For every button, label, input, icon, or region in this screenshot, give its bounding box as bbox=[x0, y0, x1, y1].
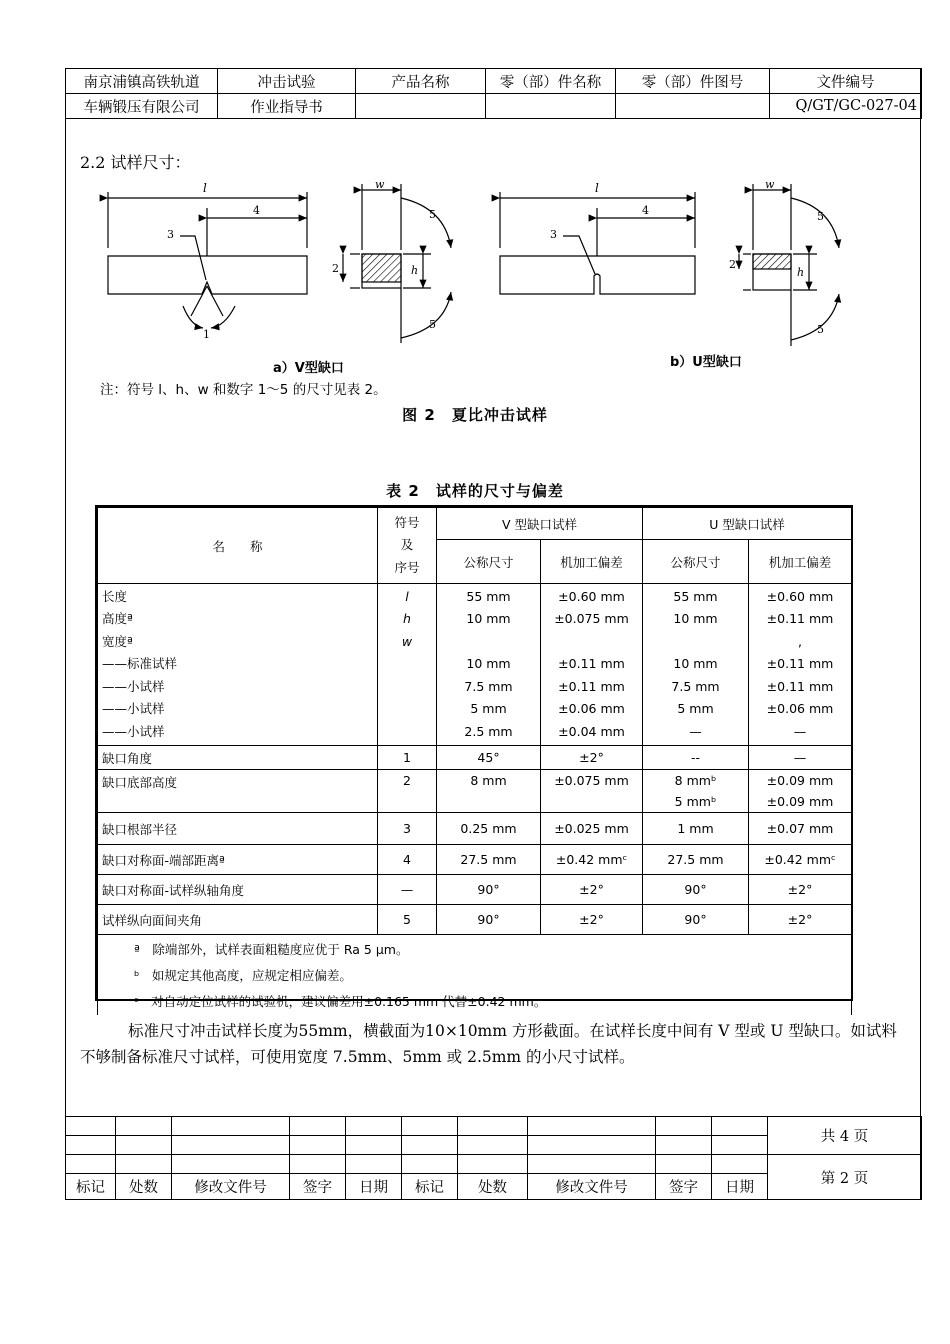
footer-file-2: 修改文件号 bbox=[528, 1174, 656, 1200]
part-drawing-header: 零（部）件图号 bbox=[616, 69, 770, 94]
sub-caption-a: a）V型缺口 bbox=[273, 361, 344, 376]
table-row: 缺口对称面-端部距离ª 4 27.5 mm ±0.42 mmᶜ 27.5 mm ±0.42 mmᶜ bbox=[98, 845, 852, 875]
u-cs-label-2: 2 bbox=[729, 258, 736, 271]
table-row-notch-radius: 缺口根部半径 3 0.25 mm ±0.025 mm 1 mm ±0.07 mm bbox=[98, 813, 852, 845]
v-cs-label-2: 2 bbox=[332, 262, 339, 275]
spec-table-frame bbox=[95, 505, 853, 1009]
file-no-value: Q/GT/GC-027-04 bbox=[770, 94, 922, 119]
group-dim-u-nominal: 55 mm 10 mm 10 mm 7.5 mm 5 mm — bbox=[643, 584, 749, 746]
footer-date-2: 日期 bbox=[712, 1174, 768, 1200]
charpy-specimen-figure bbox=[95, 178, 875, 378]
figure-caption: 图 2 夏比冲击试样 bbox=[402, 406, 548, 424]
company-name-line1: 南京浦镇高铁轨道 bbox=[66, 69, 218, 94]
u-cs-label-5b: 5 bbox=[817, 323, 824, 336]
part-name-header: 零（部）件名称 bbox=[486, 69, 616, 94]
revision-footer bbox=[65, 1116, 922, 1200]
footer-date-1: 日期 bbox=[346, 1174, 402, 1200]
v-label-4: 4 bbox=[253, 204, 260, 217]
document-header bbox=[65, 68, 922, 119]
doc-type-line1: 冲击试验 bbox=[218, 69, 356, 94]
table-row: 缺口对称面-试样纵轴角度 — 90° ±2° 90° ±2° bbox=[98, 875, 852, 905]
head-v-nominal: 公称尺寸 bbox=[437, 540, 541, 584]
v-label-l: l bbox=[203, 181, 207, 195]
company-name-line2: 车辆锻压有限公司 bbox=[66, 94, 218, 119]
table-footnotes bbox=[98, 935, 852, 1016]
footer-sign-1: 签字 bbox=[290, 1174, 346, 1200]
doc-type-line2: 作业指导书 bbox=[218, 94, 356, 119]
head-symbol: 符号 及 序号 bbox=[378, 508, 437, 584]
footer-count-2: 处数 bbox=[458, 1174, 528, 1200]
u-label-4: 4 bbox=[642, 204, 649, 217]
part-name-value bbox=[486, 94, 616, 119]
u-label-l: l bbox=[595, 181, 599, 195]
head-name: 名 称 bbox=[98, 508, 378, 584]
footer-count-1: 处数 bbox=[116, 1174, 172, 1200]
u-label-3: 3 bbox=[550, 228, 557, 241]
footnote-a: ª 除端部外，试样表面粗糙度应优于 Ra 5 μm。 bbox=[134, 942, 409, 957]
v-label-3: 3 bbox=[167, 228, 174, 241]
group-dim-names: 长度 高度ª 宽度ª ——标准试样 ——小试样 ——小试样 ——小试样 bbox=[98, 584, 378, 746]
product-name-header: 产品名称 bbox=[356, 69, 486, 94]
group-dim-symbols: l h w bbox=[378, 584, 437, 746]
u-notch-side-view bbox=[500, 192, 695, 294]
u-cs-label-5a: 5 bbox=[817, 210, 824, 223]
group-dim-u-tol: ±0.60 mm ±0.11 mm , ±0.11 mm ±0.11 mm ±0.06 mm — bbox=[749, 584, 852, 746]
v-cs-label-h: h bbox=[411, 264, 419, 277]
head-u-notch: U 型缺口试样 bbox=[643, 508, 852, 540]
table-row: 缺口角度 1 45° ±2° -- — bbox=[98, 746, 852, 770]
footer-mark-2: 标记 bbox=[402, 1174, 458, 1200]
footer-sign-2: 签字 bbox=[656, 1174, 712, 1200]
footnote-b: ᵇ 如规定其他高度，应规定相应偏差。 bbox=[134, 968, 352, 983]
head-v-notch: V 型缺口试样 bbox=[437, 508, 643, 540]
group-dim-v-nominal: 55 mm 10 mm 10 mm 7.5 mm 5 mm 2.5 mm bbox=[437, 584, 541, 746]
footer-mark-1: 标记 bbox=[66, 1174, 116, 1200]
table-caption: 表 2 试样的尺寸与偏差 bbox=[386, 482, 564, 500]
total-pages: 共 4 页 bbox=[768, 1117, 922, 1155]
v-cs-label-5a: 5 bbox=[429, 208, 436, 221]
section-title: 2.2 试样尺寸： bbox=[80, 153, 191, 172]
group-dim-v-tol: ±0.60 mm ±0.075 mm ±0.11 mm ±0.11 mm ±0.06 mm ±0.04 mm bbox=[541, 584, 643, 746]
u-notch-cross-section bbox=[739, 184, 839, 346]
head-v-tol: 机加工偏差 bbox=[541, 540, 643, 584]
page-number: 第 2 页 bbox=[768, 1155, 922, 1200]
figure-note: 注：符号 l、h、w 和数字 1～5 的尺寸见表 2。 bbox=[100, 382, 387, 398]
sub-caption-b: b）U型缺口 bbox=[670, 355, 742, 370]
u-cs-label-h: h bbox=[797, 266, 805, 279]
v-notch-side-view bbox=[108, 192, 307, 328]
table-row: 试样纵向面间夹角 5 90° ±2° 90° ±2° bbox=[98, 905, 852, 935]
u-cs-label-w: w bbox=[765, 178, 775, 191]
body-paragraph: 标准尺寸冲击试样长度为55mm，横截面为10×10mm 方形截面。在试样长度中间有 V 型或 U 型缺口。如试料不够制备标准尺寸试样，可使用宽度 7.5mm、5mm 或 2.5mm 的小尺寸试样。 bbox=[80, 1022, 897, 1066]
footer-file-1: 修改文件号 bbox=[172, 1174, 290, 1200]
table-row-notch-bottom: 缺口底部高度 2 8 mm ±0.075 mm 8 mmᵇ 5 mmᵇ ±0.09 mm ±0.09 mm bbox=[98, 770, 852, 813]
v-label-1: 1 bbox=[203, 328, 210, 341]
file-no-header: 文件编号 bbox=[770, 69, 922, 94]
head-u-nominal: 公称尺寸 bbox=[643, 540, 749, 584]
footnote-c: ᶜ 对自动定位试样的试验机，建议偏差用±0.165 mm 代替±0.42 mm。 bbox=[134, 994, 547, 1009]
v-cs-label-w: w bbox=[375, 178, 385, 191]
v-cs-label-5b: 5 bbox=[429, 318, 436, 331]
head-u-tol: 机加工偏差 bbox=[749, 540, 852, 584]
spec-table bbox=[97, 507, 852, 1015]
product-name-value bbox=[356, 94, 486, 119]
part-drawing-value bbox=[616, 94, 770, 119]
